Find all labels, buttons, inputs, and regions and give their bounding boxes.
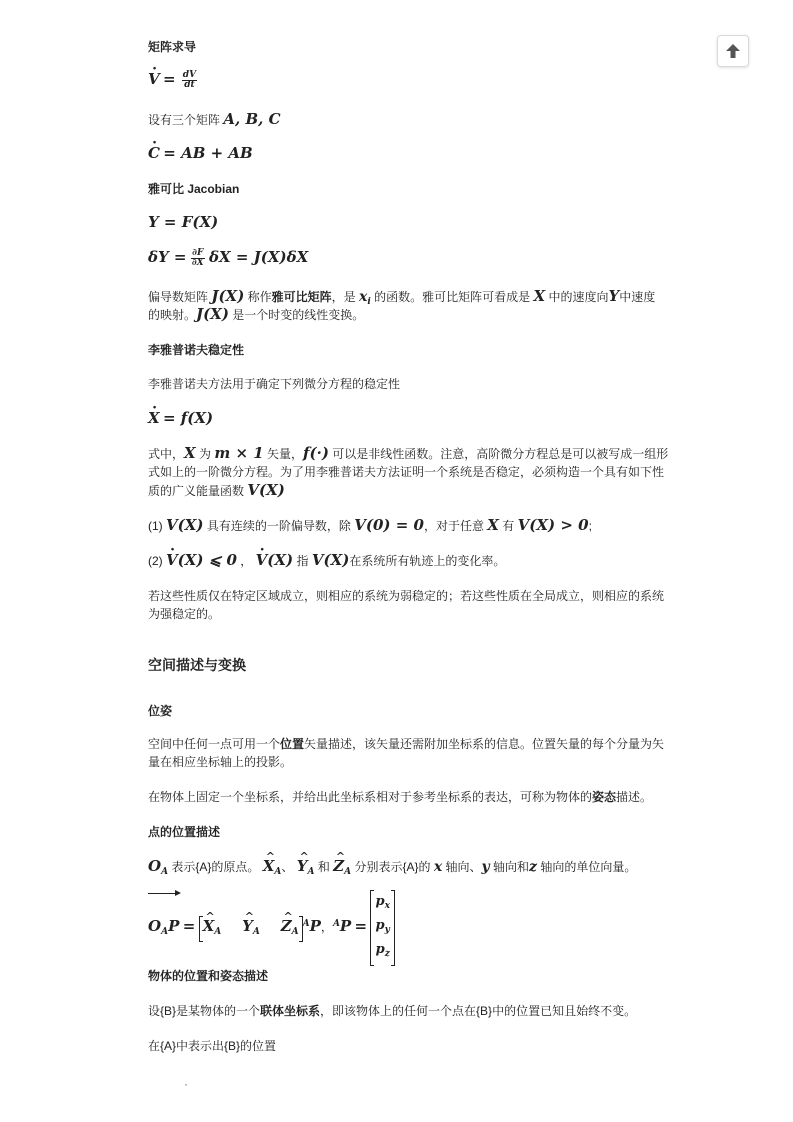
body-para-1: 设{B}是某物体的一个联体坐标系，即该物体上的任何一个点在{B}中的位置已知且始终不变。 — [148, 1004, 637, 1018]
equation-c-dot: · C = AB + AB — [148, 144, 253, 163]
lyapunov-para-3: 质的广义能量函数 V(X) — [148, 481, 285, 499]
equation-x-dot: · X = f(X) — [148, 409, 213, 428]
paragraph-jacobian-1: 偏导数矩阵 J(X) 称作雅可比矩阵，是 $x_i$ 的函数。雅可比矩阵可看成是 X 中的速度向Y中速度 — [148, 287, 656, 307]
pose-para-2: 量在相应坐标轴上的投影。 — [148, 755, 293, 769]
heading-matrix-derivative: 矩阵求导 — [148, 40, 197, 54]
lyapunov-condition-2: (2) · V(X) ⩽ 0 ， · V(X) 指 V(X)在系统所有轨迹上的变化率。 — [148, 551, 505, 570]
back-to-top-button[interactable] — [717, 35, 749, 67]
pose-para-3: 在物体上固定一个坐标系，并给出此坐标系相对于参考坐标系的表达，可称为物体的姿态描述。 — [148, 790, 653, 804]
pose-para-1: 空间中任何一点可用一个位置矢量描述，该矢量还需附加坐标系的信息。位置矢量的每个分量为矢 — [148, 737, 665, 751]
footer-mark: · — [184, 1077, 188, 1091]
lyapunov-intro: 李雅普诺夫方法用于确定下列微分方程的稳定性 — [148, 377, 401, 391]
heading-lyapunov: 李雅普诺夫稳定性 — [148, 343, 245, 357]
heading-body-pose: 物体的位置和姿态描述 — [148, 969, 269, 983]
lyapunov-para-1: 式中，X 为 m × 1 矢量，f(·) 可以是非线性函数。注意，高阶微分方程总是可以被写成一组形 — [148, 444, 669, 462]
heading-jacobian: 雅可比 Jacobian — [148, 182, 240, 196]
body-para-2: 在{A}中表示出{B}的位置 — [148, 1039, 277, 1053]
equation-y-fx: Y = F(X) — [148, 213, 219, 231]
equation-v-dot: · V = $\frac{dV}{dt}$ — [148, 70, 198, 90]
lyapunov-para-5: 为强稳定的。 — [148, 607, 221, 621]
heading-point-position: 点的位置描述 — [148, 825, 221, 839]
lyapunov-condition-1: (1) V(X) 具有连续的一阶偏导数，除 V(0) = 0，对于任意 X 有 V(X) > 0; — [148, 516, 592, 534]
lyapunov-para-4: 若这些性质仅在特定区域成立，则相应的系统为弱稳定的；若这些性质在全局成立，则相应的系统 — [148, 589, 665, 603]
equation-position-vector: $O_AP$ = ^ $X_A$ ^ $Y_A$ ^ $Z_A^AP$，$^A$P = $p_x$ $p_y$ $p_z$ — [148, 890, 395, 950]
paragraph-jacobian-2: 的映射。J(X) 是一个时变的线性变换。 — [148, 305, 365, 323]
line-three-matrices: 设有三个矩阵 A, B, C — [148, 110, 281, 128]
arrow-up-icon — [725, 43, 741, 59]
heading-spatial: 空间描述与变换 — [148, 657, 246, 673]
point-description: $O_A$ 表示{A}的原点。 ^ $X_A$、 ^ $Y_A$ 和 ^ $Z_A$ 分别表示{A}的 x 轴向、y 轴向和z 轴向的单位向量。 — [148, 857, 636, 881]
lyapunov-para-2: 式如上的一阶微分方程。为了用李雅普诺夫方法证明一个系统是否稳定，必须构造一个具有如下性 — [148, 465, 665, 479]
equation-delta-y: δY = $\frac{\partial F}{\partial X}$ δX = J(X)δX — [148, 248, 309, 269]
heading-pose: 位姿 — [148, 704, 173, 718]
